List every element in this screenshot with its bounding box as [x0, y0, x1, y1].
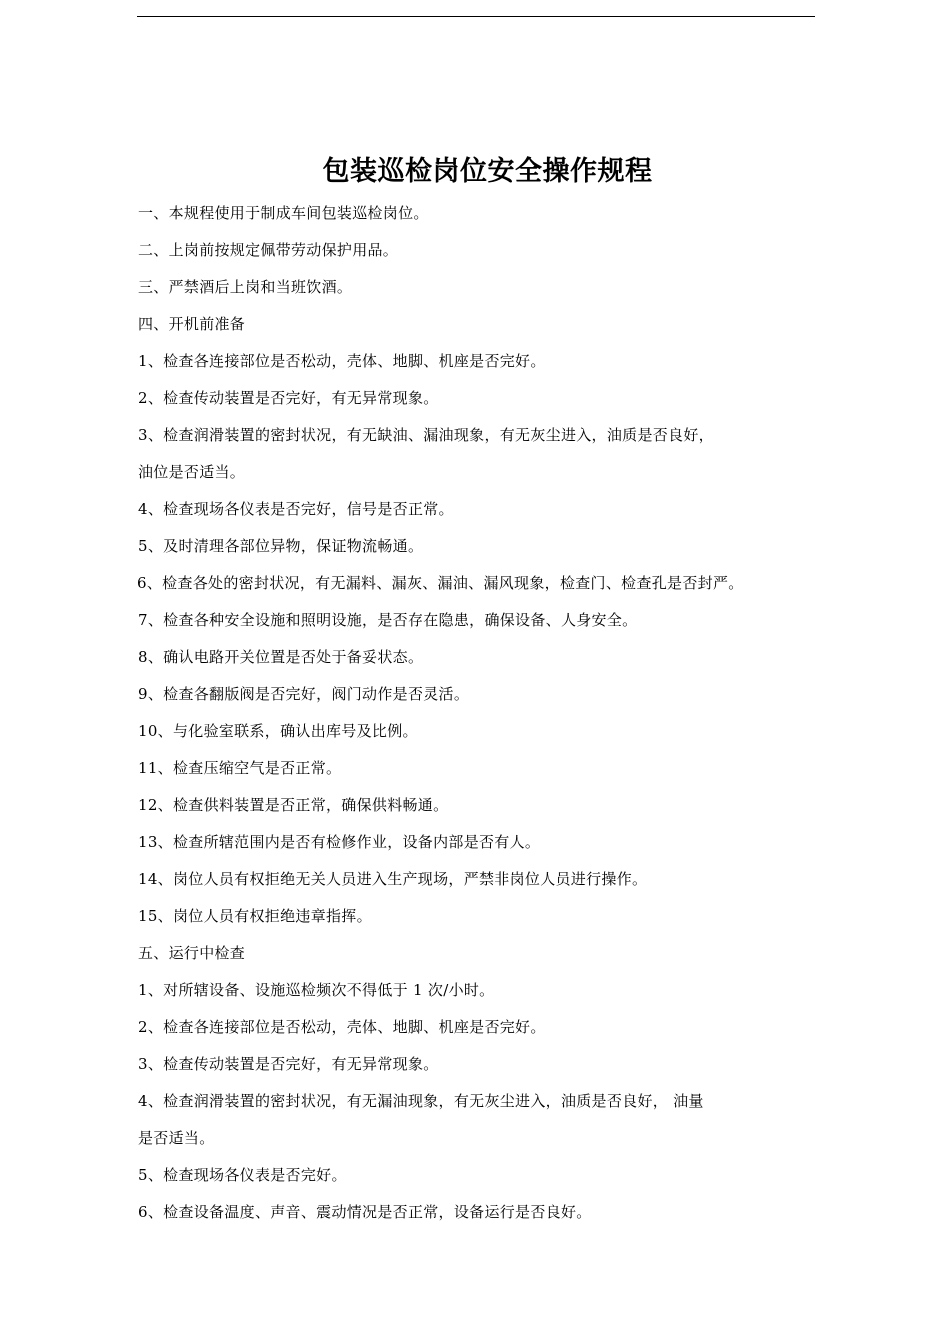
paragraph-line: 6、检查设备温度、声音、震动情况是否正常，设备运行是否良好。: [138, 1203, 592, 1221]
document-title: 包装巡检岗位安全操作规程: [322, 156, 653, 187]
section-heading: 四、开机前准备: [138, 315, 246, 333]
paragraph-line: 5、检查现场各仪表是否完好。: [138, 1166, 347, 1184]
header-rule: [137, 16, 815, 17]
paragraph-line: 1、对所辖设备、设施巡检频次不得低于 1 次/小时。: [138, 981, 495, 999]
paragraph-line: 2、检查传动装置是否完好，有无异常现象。: [138, 389, 439, 407]
paragraph-line: 6、检查各处的密封状况，有无漏料、漏灰、漏油、漏风现象，检查门、检查孔是否封严。: [137, 574, 744, 592]
paragraph-line: 10、与化验室联系，确认出库号及比例。: [138, 722, 418, 740]
paragraph-line: 三、严禁酒后上岗和当班饮酒。: [138, 278, 353, 296]
paragraph-line: 5、及时清理各部位异物，保证物流畅通。: [138, 537, 424, 555]
paragraph-line: 一、本规程使用于制成车间包装巡检岗位。: [138, 204, 429, 222]
paragraph-line: 二、上岗前按规定佩带劳动保护用品。: [138, 241, 399, 259]
paragraph-line: 4、检查现场各仪表是否完好，信号是否正常。: [138, 500, 454, 518]
paragraph-line: 2、检查各连接部位是否松动，壳体、地脚、机座是否完好。: [138, 1018, 546, 1036]
paragraph-line: 4、检查润滑装置的密封状况，有无漏油现象，有无灰尘进入，油质是否良好， 油量: [138, 1092, 704, 1110]
paragraph-line: 1、检查各连接部位是否松动，壳体、地脚、机座是否完好。: [138, 352, 546, 370]
section-heading: 五、运行中检查: [138, 944, 246, 962]
document-body: [138, 195, 838, 1231]
paragraph-line: 是否适当。: [138, 1129, 215, 1147]
paragraph-line: 3、检查润滑装置的密封状况，有无缺油、漏油现象，有无灰尘进入，油质是否良好，: [138, 426, 714, 444]
paragraph-line: 9、检查各翻版阀是否完好，阀门动作是否灵活。: [138, 685, 470, 703]
paragraph-line: 油位是否适当。: [138, 463, 246, 481]
paragraph-line: 14、岗位人员有权拒绝无关人员进入生产现场，严禁非岗位人员进行操作。: [138, 870, 648, 888]
paragraph-line: 11、检查压缩空气是否正常。: [138, 759, 342, 777]
paragraph-line: 12、检查供料装置是否正常，确保供料畅通。: [138, 796, 449, 814]
paragraph-line: 7、检查各种安全设施和照明设施，是否存在隐患，确保设备、人身安全。: [138, 611, 638, 629]
paragraph-line: 13、检查所辖范围内是否有检修作业，设备内部是否有人。: [138, 833, 541, 851]
paragraph-line: 8、确认电路开关位置是否处于备妥状态。: [138, 648, 424, 666]
paragraph-line: 15、岗位人员有权拒绝违章指挥。: [138, 907, 372, 925]
paragraph-line: 3、检查传动装置是否完好，有无异常现象。: [138, 1055, 439, 1073]
